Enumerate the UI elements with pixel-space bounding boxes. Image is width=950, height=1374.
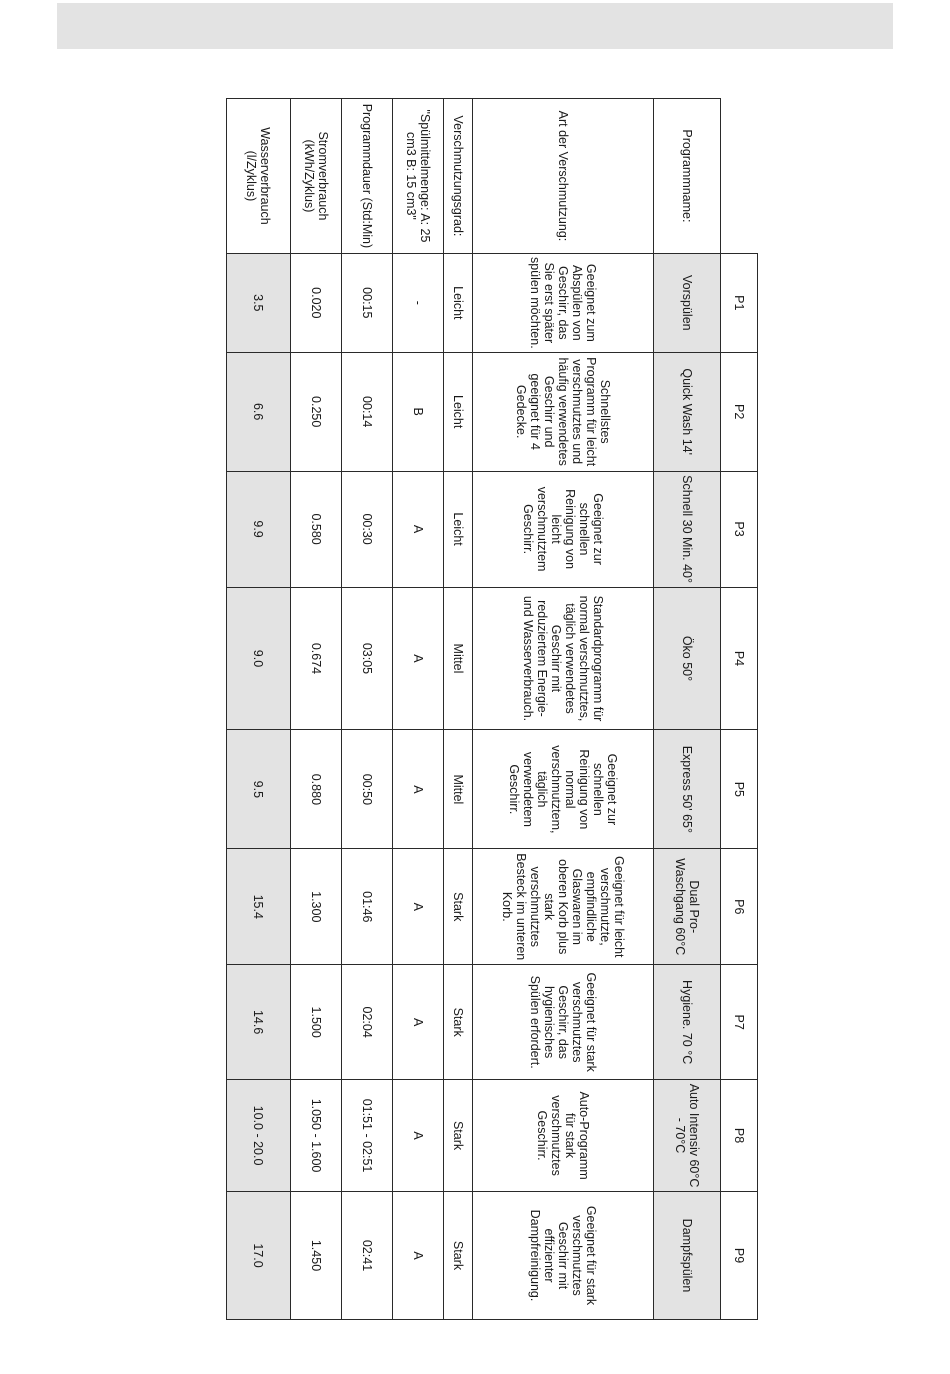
program-description-cell: Geeignet zum Abspülen von Geschirr, das Sie erst später spülen möchten. (473, 253, 654, 352)
duration-cell: 02:04 (342, 965, 393, 1080)
water-cell: 9.0 (227, 587, 291, 730)
rinse-aid-cell: A (393, 730, 444, 849)
soil-grade-cell: Stark (444, 965, 473, 1080)
rinse-aid-cell: B (393, 352, 444, 471)
program-description-cell: Schnellstes Programm für leicht verschmutztes und häufig verwendetes Geschirr und geeignet für 4 Gedecke. (473, 352, 654, 471)
soil-type-row (473, 99, 654, 1320)
duration-cell: 00:50 (342, 730, 393, 849)
water-cell: 3.5 (227, 253, 291, 352)
program-name-cell: Dual Pro-Waschgang 60°C (654, 849, 721, 965)
program-name-cell: Vorspülen (654, 253, 721, 352)
water-row (227, 99, 291, 1320)
header-bar (57, 3, 893, 49)
duration-cell: 00:15 (342, 253, 393, 352)
water-cell: 9.5 (227, 730, 291, 849)
program-id-cell: P1 (721, 253, 758, 352)
duration-cell: 00:14 (342, 352, 393, 471)
soil-grade-cell: Stark (444, 849, 473, 965)
table-corner (721, 99, 758, 254)
program-id-cell: P3 (721, 471, 758, 587)
program-description-cell: Geeignet für stark verschmutztes Geschirr, das hygienisches Spülen erfordert. (473, 965, 654, 1080)
water-cell: 15.4 (227, 849, 291, 965)
program-table-body (227, 99, 758, 1320)
row-label-soil-type: Art der Verschmutzung: (473, 99, 654, 254)
water-cell: 6.6 (227, 352, 291, 471)
soil-grade-cell: Mittel (444, 587, 473, 730)
soil-grade-cell: Leicht (444, 471, 473, 587)
energy-cell: 0.674 (291, 587, 342, 730)
program-id-cell: P5 (721, 730, 758, 849)
program-description-cell: Auto-Programm für stark verschmutztes Geschirr. (473, 1080, 654, 1192)
row-label-program-name: Programmname: (654, 99, 721, 254)
soil-grade-cell: Stark (444, 1080, 473, 1192)
duration-cell: 01:51 - 02:51 (342, 1080, 393, 1192)
duration-cell: 02:41 (342, 1192, 393, 1320)
energy-cell: 0.580 (291, 471, 342, 587)
soil-grade-row (444, 99, 473, 1320)
program-id-cell: P4 (721, 587, 758, 730)
soil-grade-cell: Mittel (444, 730, 473, 849)
duration-cell: 01:46 (342, 849, 393, 965)
rinse-aid-cell: A (393, 587, 444, 730)
row-label-soil-grade: Verschmutzungsgrad: (444, 99, 473, 254)
water-cell: 14.6 (227, 965, 291, 1080)
program-id-cell: P2 (721, 352, 758, 471)
program-table (226, 98, 758, 1320)
rinse-aid-cell: A (393, 1192, 444, 1320)
rotated-table-container (221, 98, 758, 1320)
energy-cell: 1.500 (291, 965, 342, 1080)
program-id-cell: P7 (721, 965, 758, 1080)
water-cell: 9.9 (227, 471, 291, 587)
rinse-aid-cell: A (393, 965, 444, 1080)
energy-cell: 1.050 - 1.600 (291, 1080, 342, 1192)
energy-cell: 1.450 (291, 1192, 342, 1320)
soil-grade-cell: Leicht (444, 352, 473, 471)
rinse-aid-row (393, 99, 444, 1320)
water-cell: 17.0 (227, 1192, 291, 1320)
row-label-water: Wasserverbrauch (l/Zyklus) (227, 99, 291, 254)
program-description-cell: Geeignet zur schnellen Reinigung von leicht verschmutztem Geschirr. (473, 471, 654, 587)
program-description-cell: Standardprogramm für normal verschmutztes, täglich verwendetes Geschirr mit reduziertem Energie- und Wasserverbrauch. (473, 587, 654, 730)
program-name-cell: Auto Intensiv 60°C - 70°C (654, 1080, 721, 1192)
rinse-aid-cell: - (393, 253, 444, 352)
row-label-rinse-aid: "Spülmittelmenge: A: 25 cm3 B: 15 cm3" (393, 99, 444, 254)
water-cell: 10.0 - 20.0 (227, 1080, 291, 1192)
duration-cell: 03:05 (342, 587, 393, 730)
program-id-cell: P9 (721, 1192, 758, 1320)
duration-cell: 00:30 (342, 471, 393, 587)
program-name-cell: Quick Wash 14' (654, 352, 721, 471)
soil-grade-cell: Stark (444, 1192, 473, 1320)
rinse-aid-cell: A (393, 471, 444, 587)
header-row (721, 99, 758, 1320)
rinse-aid-cell: A (393, 849, 444, 965)
row-label-energy: Stromverbrauch (kWh/Zyklus) (291, 99, 342, 254)
program-name-cell: Dampfspülen (654, 1192, 721, 1320)
program-id-cell: P8 (721, 1080, 758, 1192)
soil-grade-cell: Leicht (444, 253, 473, 352)
row-label-duration: Programmdauer (Std:Min) (342, 99, 393, 254)
energy-cell: 0.020 (291, 253, 342, 352)
program-description-cell: Geeignet für stark verschmutztes Geschirr mit effizienter Dampfreinigung. (473, 1192, 654, 1320)
rinse-aid-cell: A (393, 1080, 444, 1192)
program-name-cell: Hygiene. 70 °C (654, 965, 721, 1080)
duration-row (342, 99, 393, 1320)
program-name-cell: Schnell 30 Min. 40° (654, 471, 721, 587)
program-description-cell: Geeignet zur schnellen Reinigung von normal verschmutztem, täglich verwendetem Geschirr. (473, 730, 654, 849)
program-name-row (654, 99, 721, 1320)
energy-cell: 0.880 (291, 730, 342, 849)
energy-cell: 0.250 (291, 352, 342, 471)
energy-cell: 1.300 (291, 849, 342, 965)
program-name-cell: Express 50' 65° (654, 730, 721, 849)
energy-row (291, 99, 342, 1320)
program-name-cell: Öko 50° (654, 587, 721, 730)
program-id-cell: P6 (721, 849, 758, 965)
program-description-cell: Geeignet für leicht verschmutzte, empfindliche Glaswaren im oberen Korb plus stark verschmutztes Besteck im unteren Korb. (473, 849, 654, 965)
